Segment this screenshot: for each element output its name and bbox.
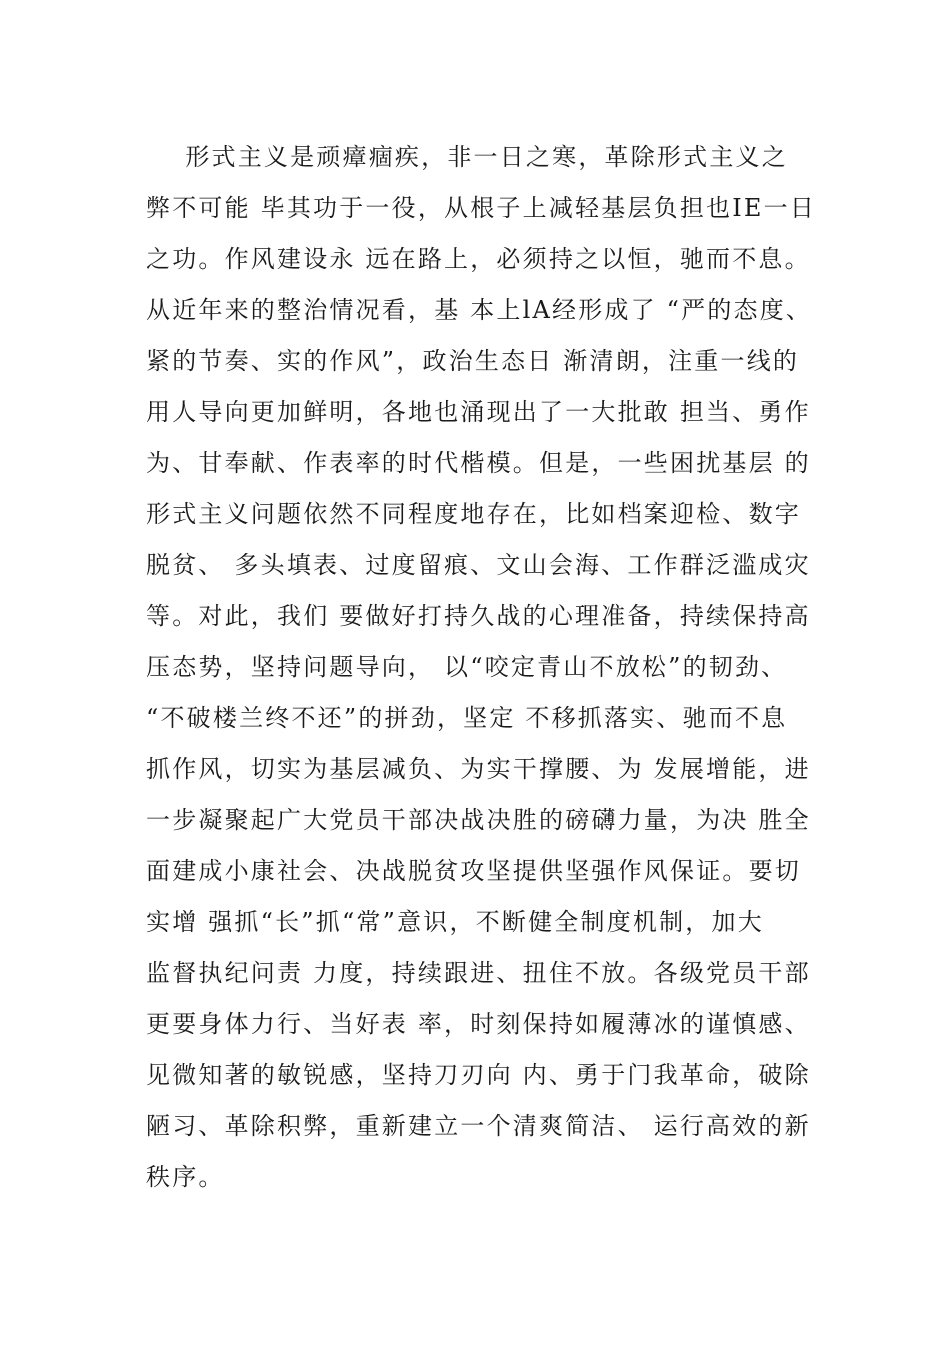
paragraph-line: 秩序。 — [146, 1163, 225, 1191]
paragraph-line: 见微知著的敏锐感，坚持刀刃向 内、勇于门我革命，破除 — [146, 1061, 811, 1089]
paragraph-line: 用人导向更加鲜明，各地也涌现出了一大批敢 担当、勇作 — [146, 398, 811, 426]
paragraph-line: 形式主义问题依然不同程度地存在，比如档案迎检、数字 — [146, 500, 801, 528]
paragraph-line: 为、甘奉献、作表率的时代楷模。但是，一些困扰基层 的 — [146, 449, 811, 477]
paragraph-line: “不破楼兰终不还”的拼劲，坚定 不移抓落实、驰而不息 — [146, 704, 788, 732]
paragraph-line: 面建成小康社会、决战脱贫攻坚提供坚强作风保证。要切 — [146, 857, 801, 885]
paragraph-line: 一步凝聚起广大党员干部决战决胜的磅礴力量，为决 胜全 — [146, 806, 811, 834]
paragraph-line: 脱贫、 多头填表、过度留痕、文山会海、工作群泛滥成灾 — [146, 551, 811, 579]
paragraph-line: 从近年来的整治情况看，基 本上lA经形成了 “严的态度、 — [146, 296, 813, 324]
paragraph-line: 之功。作风建设永 远在路上，必须持之以恒，驰而不息。 — [146, 245, 811, 273]
paragraph-line: 等。对此，我们 要做好打持久战的心理准备，持续保持高 — [146, 602, 811, 630]
paragraph-line: 形式主义是顽瘴痼疾，非一日之寒，革除形式主义之 — [146, 143, 788, 171]
paragraph-line: 紧的节奏、实的作风”，政治生态日 渐清朗，注重一线的 — [146, 347, 800, 375]
paragraph-line: 实增 强抓“长”抓“常”意识，不断健全制度机制，加大 — [146, 908, 764, 936]
body-paragraph — [146, 132, 846, 1203]
paragraph-line: 弊不可能 毕其功于一役，从根子上减轻基层负担也IE一日 — [146, 194, 817, 222]
paragraph-line: 监督执纪问责 力度，持续跟进、扭住不放。各级党员干部 — [146, 959, 811, 987]
paragraph-line: 抓作风，切实为基层减负、为实干撑腰、为 发展增能，进 — [146, 755, 811, 783]
paragraph-line: 压态势，坚持问题导向， 以“咬定青山不放松”的韧劲、 — [146, 653, 788, 681]
paragraph-line: 陋习、革除积弊，重新建立一个清爽简洁、 运行高效的新 — [146, 1112, 811, 1140]
paragraph-line: 更要身体力行、当好表 率，时刻保持如履薄冰的谨慎感、 — [146, 1010, 811, 1038]
